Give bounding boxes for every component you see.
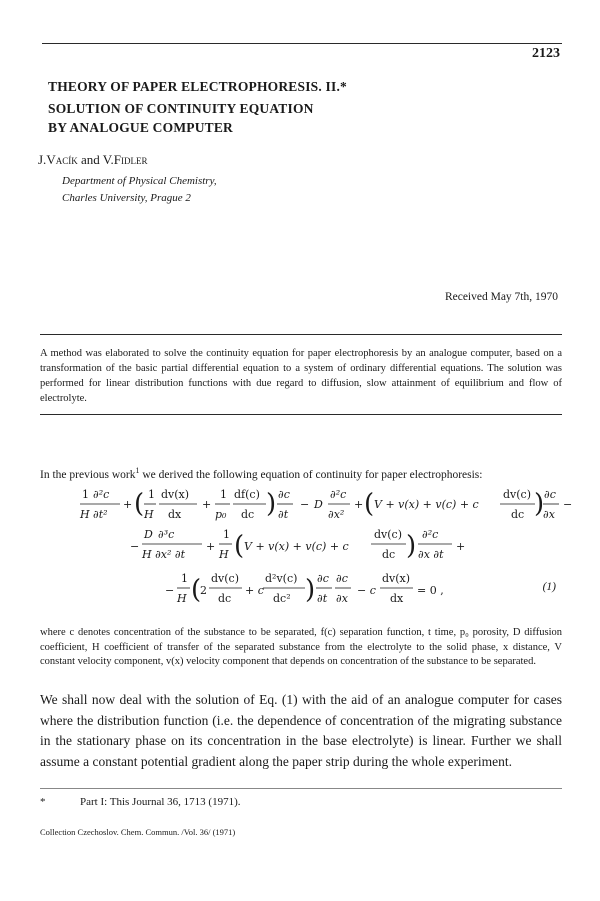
eq1-t21: V + v(x) + v(c) + c	[374, 498, 479, 511]
author-1-initial: J.	[38, 152, 47, 167]
top-rule	[42, 43, 562, 44]
eq3-t15: dx	[390, 592, 404, 605]
eq3-t1: 1	[181, 572, 188, 585]
eq2-paren-l: (	[234, 531, 245, 561]
eq3-t4: dv(c)	[211, 572, 239, 585]
eq1-t17: D	[314, 498, 323, 511]
page-number: 2123	[532, 46, 560, 61]
eq1-paren-l: (	[134, 489, 145, 519]
body-paragraph: We shall now deal with the solution of Eq. (1) with the aid of an analogue computer for cases where the distribution function (i.e. the dependence of concentration of the migrating substance in the stationary phase on its concentration in the base electrolyte) is linear. Further we shall assume a constant potential gradient along the paper strip during the whole experiment.	[40, 692, 562, 769]
eq2-t10: ∂²c	[422, 528, 439, 541]
eq3-t8: dc²	[273, 592, 291, 605]
eq1-t2: H	[80, 508, 90, 521]
eq1-t4: +	[123, 498, 133, 511]
eq1-t6: dv(x)	[161, 488, 190, 501]
journal-citation: Collection Czechoslov. Chem. Commun. /Vol. 36/ (1971)	[40, 827, 236, 837]
eq1-t19: ∂x²	[328, 508, 345, 521]
eq3-paren-r: )	[305, 575, 316, 605]
eq2-t8: dv(c)	[374, 528, 402, 541]
eq2-t1: D	[144, 528, 153, 541]
eq2-t2: ∂³c	[158, 528, 175, 541]
authors-and: and	[80, 152, 100, 167]
eq2-t4: +	[206, 540, 216, 553]
affiliation-line-2: Charles University, Prague 2	[62, 192, 191, 204]
eq2-paren-r: )	[406, 531, 417, 561]
eq2-t11: ∂x ∂t	[418, 548, 444, 561]
eq1-t7: H	[144, 508, 154, 521]
eq3-t9: ∂c	[317, 572, 329, 585]
footnote-rule	[40, 788, 562, 789]
eq1-t14: ∂c	[278, 488, 290, 501]
abstract-bottom-rule	[40, 414, 562, 415]
eq1-t15: ∂t	[278, 508, 289, 521]
eq1-t11: df(c)	[234, 488, 260, 501]
eq1-paren-r: )	[266, 489, 277, 519]
affiliation-line-1: Department of Physical Chemistry,	[62, 175, 217, 187]
eq1-t26: −	[563, 498, 573, 511]
definitions-text: where c denotes concentration of the substance to be separated, f(c) separation function, t time, p₀ porosity, D diffusion coefficient, H coefficient of transfer of the separated substance from the electrolyte to the solid phase, x distance, V constant velocity component, v(x) velocity component that depends on concentration of the substance to be separated.	[40, 627, 562, 667]
eq2-t6: H	[219, 548, 229, 561]
eq2-t9: dc	[382, 548, 396, 561]
eq1-t1: ∂²c	[93, 488, 110, 501]
intro-after: we derived the following equation of continuity for paper electrophoresis:	[139, 468, 483, 481]
eq1-t8: dx	[168, 508, 182, 521]
equation-number: (1)	[542, 581, 556, 593]
eq3-t3: 2	[200, 584, 207, 597]
author-1-name: Vacík	[46, 152, 78, 167]
title-line-2: SOLUTION OF CONTINUITY EQUATION	[48, 101, 314, 116]
eq1-t9: +	[202, 498, 212, 511]
eq1-t12: p₀	[215, 508, 227, 521]
intro-footnote-ref: 1	[135, 466, 140, 475]
title-line-3: BY ANALOGUE COMPUTER	[48, 120, 234, 135]
abstract-top-rule	[40, 334, 562, 335]
eq3-t0: −	[165, 584, 175, 597]
eq1-t22: dv(c)	[503, 488, 531, 501]
eq1-t24: ∂c	[544, 488, 556, 501]
equation-line-3-svg	[165, 562, 465, 620]
eq1-t5: 1	[148, 488, 155, 501]
authors	[38, 152, 147, 168]
title-line-1: THEORY OF PAPER ELECTROPHORESIS. II.*	[48, 79, 347, 94]
eq3-t11: ∂c	[336, 572, 348, 585]
eq1-t20: +	[354, 498, 364, 511]
eq2-t3: H ∂x² ∂t	[142, 548, 185, 561]
footnote	[40, 796, 241, 808]
equation-line-3	[165, 562, 465, 620]
eq2-t0: −	[130, 540, 140, 553]
eq1-t25: ∂x	[543, 508, 555, 521]
eq2-t7: V + v(x) + v(c) + c	[244, 540, 349, 553]
eq3-t13: − c	[357, 584, 376, 597]
author-2-name: Fidler	[113, 152, 148, 167]
eq1-t10: 1	[220, 488, 227, 501]
eq1-t16: −	[300, 498, 310, 511]
eq1-paren2-r: )	[534, 489, 545, 519]
eq3-t16: = 0 ,	[417, 584, 444, 597]
eq1-t3: ∂t²	[93, 508, 108, 521]
eq1-t0: 1	[82, 488, 89, 501]
eq3-t14: dv(x)	[382, 572, 411, 585]
footnote-star: *	[40, 796, 46, 808]
eq1-t18: ∂²c	[330, 488, 347, 501]
author-2-initial: V.	[102, 152, 114, 167]
eq2-t5: 1	[223, 528, 230, 541]
received-date: Received May 7th, 1970	[444, 291, 558, 303]
eq3-t7: d²v(c)	[265, 572, 298, 585]
eq2-t12: +	[456, 540, 466, 553]
abstract: A method was elaborated to solve the continuity equation for paper electrophoresis by an analogue computer, based on a transformation of the basic partial differential equation to a system of ordinary differential equations. The solution was performed for linear distribution functions with due regard to diffusion, slow attainment of equilibrium and flow of electrolyte.	[40, 348, 562, 404]
eq3-t2: H	[177, 592, 187, 605]
eq1-paren2-l: (	[364, 489, 375, 519]
eq1-t23: dc	[511, 508, 525, 521]
eq3-paren-l: (	[191, 575, 202, 605]
footnote-text: Part I: This Journal 36, 1713 (1971).	[80, 796, 241, 808]
eq3-t12: ∂x	[336, 592, 348, 605]
eq3-t5: dc	[218, 592, 232, 605]
eq3-t6: + c	[245, 584, 264, 597]
intro-before: In the previous work	[40, 468, 136, 481]
eq1-t13: dc	[241, 508, 255, 521]
eq3-t10: ∂t	[317, 592, 328, 605]
